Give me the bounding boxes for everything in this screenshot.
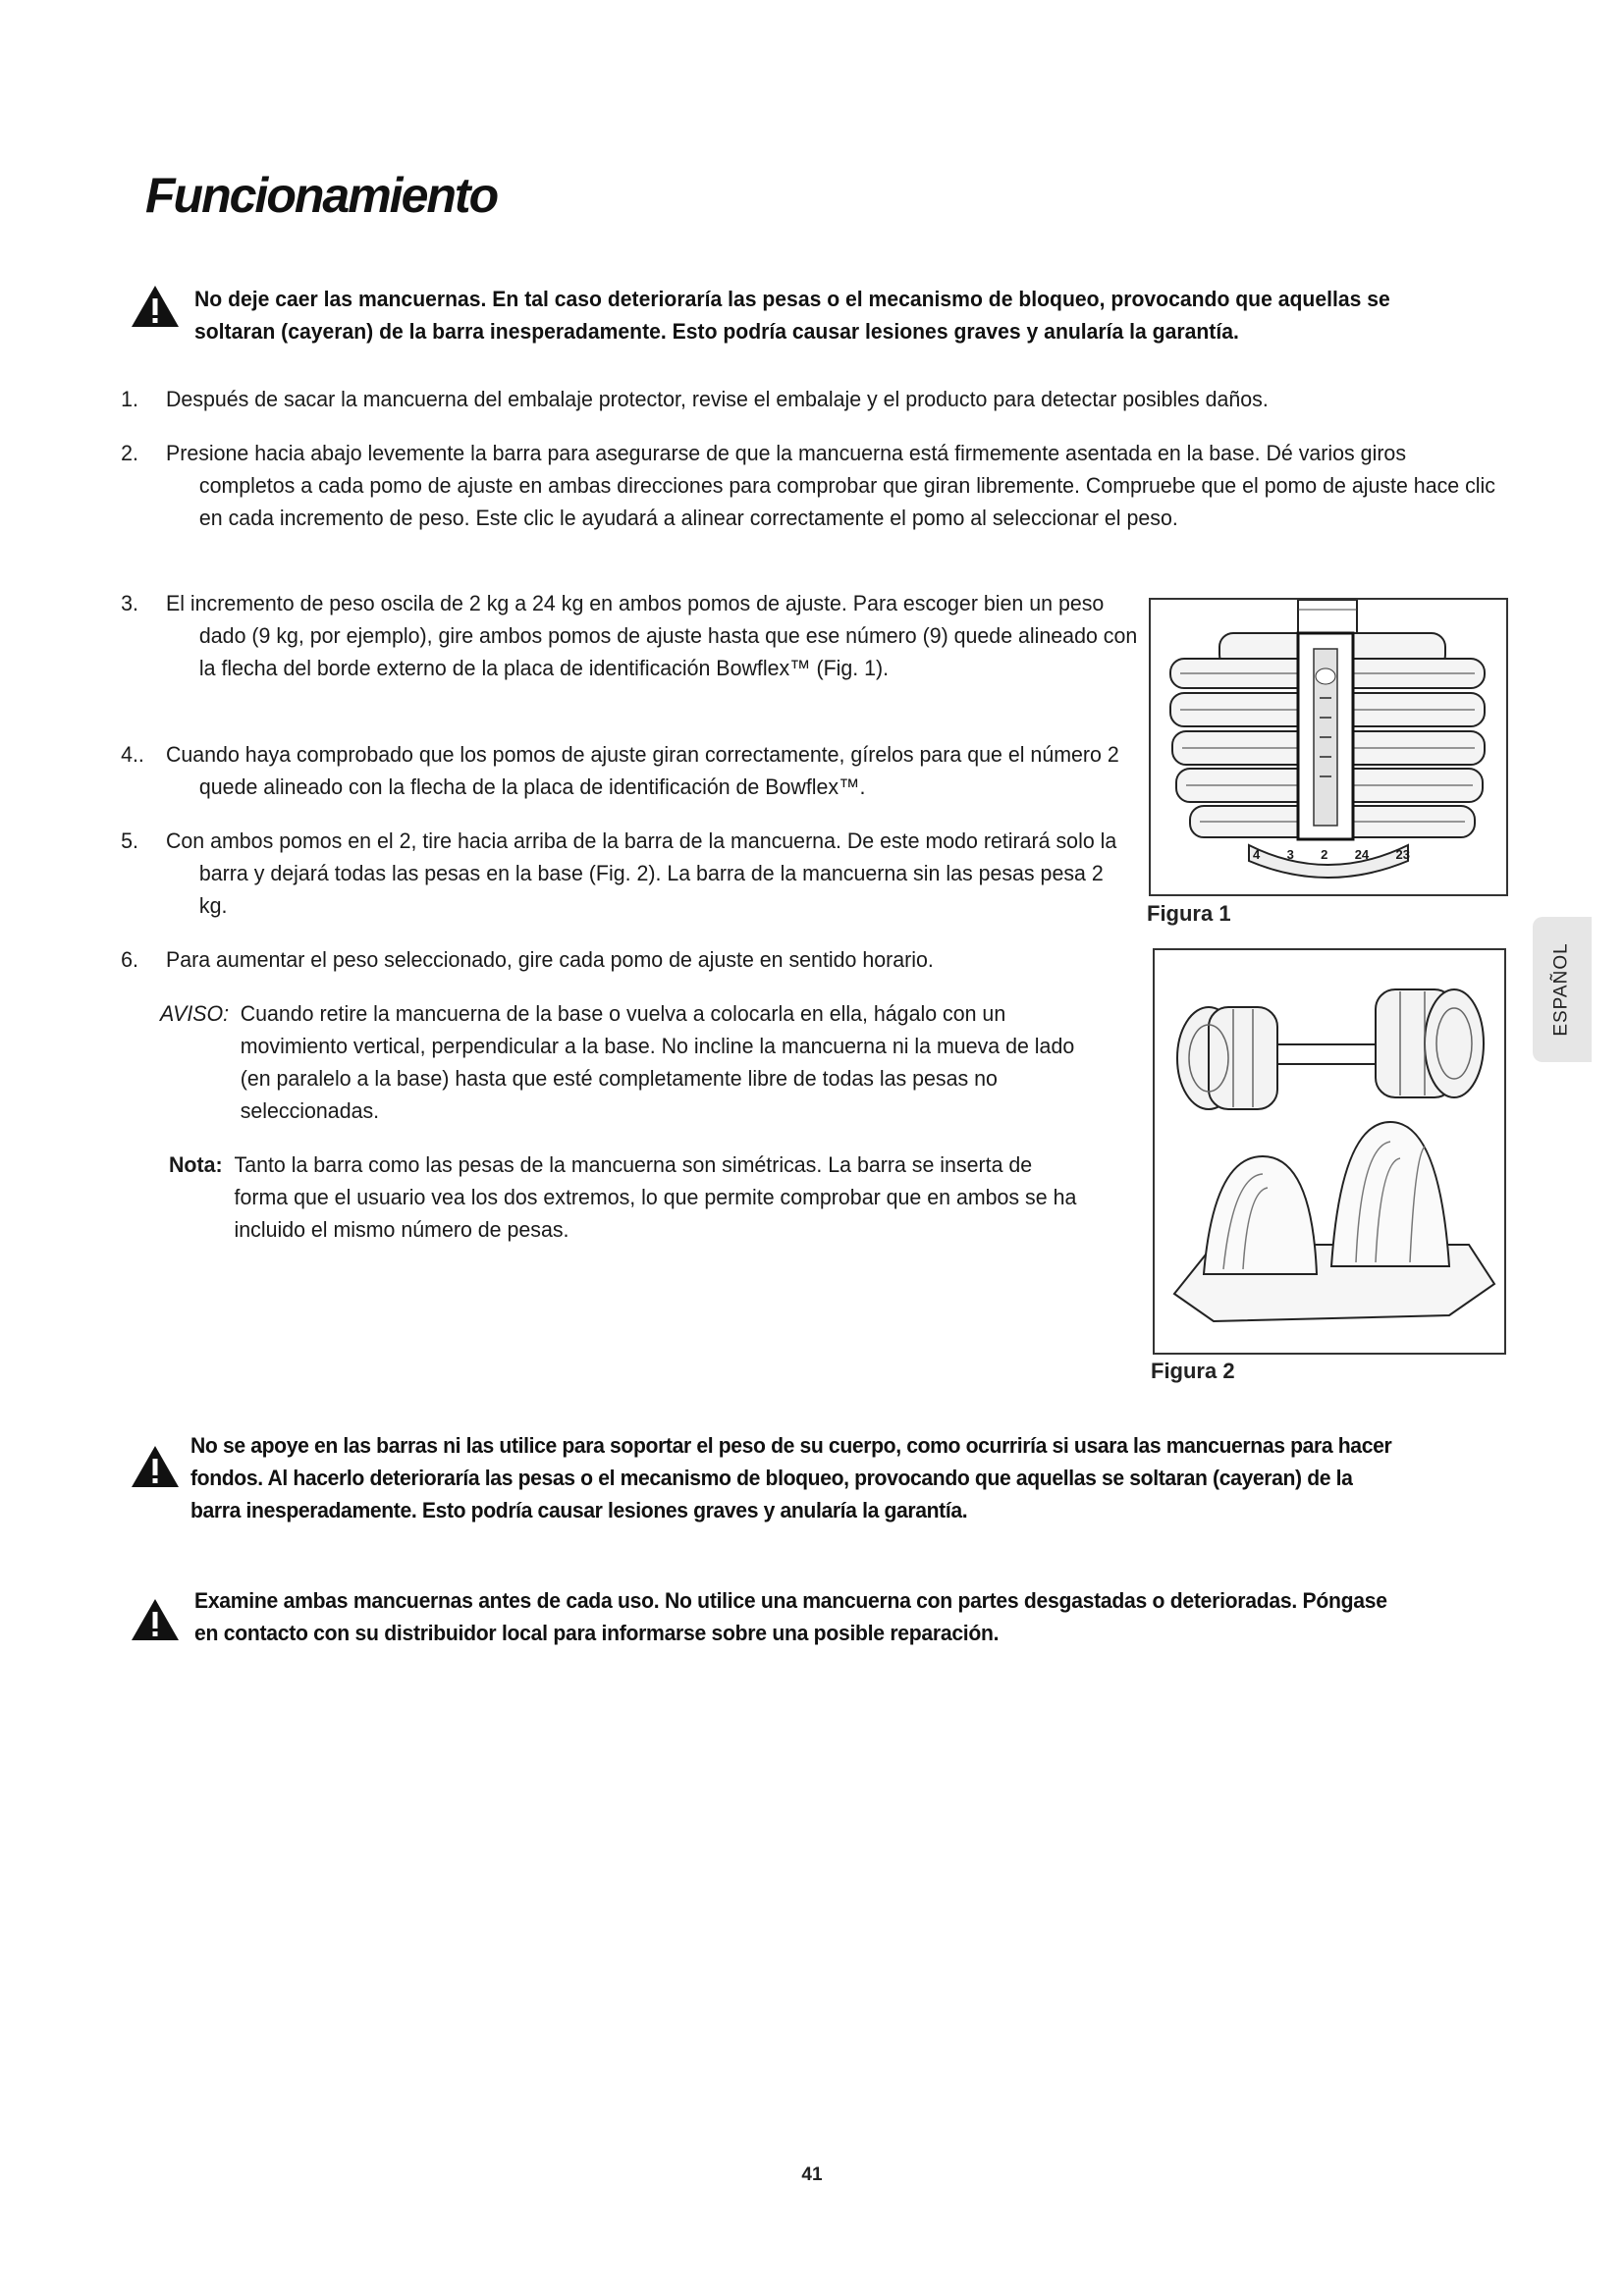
step-1: 1. Después de sacar la mancuerna del embalaje protector, revise el embalaje y el producto para detectar posibles daños. (121, 387, 1269, 411)
warning-top-text: No deje caer las mancuernas. En tal caso deterioraría las pesas o el mecanismo de bloqueo, provocando que aquellas se soltaran (cayeran) de la barra inesperadamente. Esto podría causar lesiones graves y anularía la garantía. (194, 287, 1390, 344)
dial-number: 24 (1354, 847, 1370, 862)
figure-1-caption: Figura 1 (1147, 901, 1231, 926)
warning-icon (130, 1596, 181, 1643)
figure-1-image (1149, 598, 1508, 896)
language-tab-label: ESPAÑOL (1551, 942, 1573, 1037)
step-text: Cuando haya comprobado que los pomos de ajuste giran correctamente, gírelos para que el número 2 quede alineado con la flecha de la placa de identificación de Bowflex™. (165, 742, 1119, 799)
nota-label: Nota: (169, 1152, 223, 1177)
dial-number: 4 (1253, 847, 1261, 862)
step-text: Después de sacar la mancuerna del embalaje protector, revise el embalaje y el producto para detectar posibles daños. (165, 387, 1269, 411)
figure-2-image (1153, 948, 1506, 1355)
step-text: Presione hacia abajo levemente la barra para asegurarse de que la mancuerna está firmemente asentada en la base. Dé varios giros completos a cada pomo de ajuste en ambas direcciones para comprobar que giran libremente. Compruebe que el pomo de ajuste hace clic en cada incremento de peso. Este clic le ayudará a alinear correctamente el pomo al seleccionar el peso. (165, 441, 1495, 530)
warning-bottom-text: Examine ambas mancuernas antes de cada uso. No utilice una mancuerna con partes desgastadas o deterioradas. Póngase en contacto con su distribuidor local para informarse sobre una posible reparación. (194, 1588, 1387, 1645)
nota-note (169, 1148, 1102, 1246)
step-text: Para aumentar el peso seleccionado, gire cada pomo de ajuste en sentido horario. (165, 947, 934, 972)
dumbbell-and-base-illustration (1155, 950, 1504, 1353)
step-text: El incremento de peso oscila de 2 kg a 24 kg en ambos pomos de ajuste. Para escoger bien un peso dado (9 kg, por ejemplo), gire ambos pomos de ajuste hasta que ese número (9) quede alineado con la flecha del borde externo de la placa de identificación Bowflex™ (Fig. 1). (165, 591, 1138, 680)
dial-number: 3 (1286, 847, 1294, 862)
nota-text: Tanto la barra como las pesas de la mancuerna son simétricas. La barra se inserta de forma que el usuario vea los dos extremos, lo que permite comprobar que en ambos se ha incluido el mismo número de pesas. (234, 1152, 1077, 1242)
step-6: 6. Para aumentar el peso seleccionado, gire cada pomo de ajuste en sentido horario. (121, 947, 934, 972)
step-4: 4.. Cuando haya comprobado que los pomos de ajuste giran correctamente, gírelos para que el número 2 quede alineado con la flecha de la placa de identificación de Bowflex™. (121, 742, 1119, 799)
warning-bottom (130, 1584, 1485, 1649)
step-5: 5. Con ambos pomos en el 2, tire hacia arriba de la barra de la mancuerna. De este modo retirará solo la barra y dejará todas las pesas en la base (Fig. 2). La barra de la mancuerna sin las pesas pesa 2 kg. (121, 828, 1117, 918)
language-tab (1533, 917, 1592, 1062)
warning-icon (130, 1443, 181, 1490)
dial-number-row (1253, 847, 1410, 862)
warning-top (130, 283, 1485, 347)
warning-icon (130, 283, 181, 330)
dial-number: 2 (1321, 847, 1328, 862)
aviso-label: AVISO: (160, 1001, 230, 1026)
step-3: 3. El incremento de peso oscila de 2 kg a 24 kg en ambos pomos de ajuste. Para escoger bien un peso dado (9 kg, por ejemplo), gire ambos pomos de ajuste hasta que ese número (9) quede alineado con la flecha del borde externo de la placa de identificación Bowflex™ (Fig. 1). (121, 591, 1138, 680)
dial-number: 23 (1395, 847, 1410, 862)
aviso-note (160, 997, 1093, 1127)
figure-2-caption: Figura 2 (1151, 1359, 1235, 1383)
step-2: 2. Presione hacia abajo levemente la barra para asegurarse de que la mancuerna está firmemente asentada en la base. Dé varios giros completos a cada pomo de ajuste en ambas direcciones para comprobar que giran libremente. Compruebe que el pomo de ajuste hace clic en cada incremento de peso. Este clic le ayudará a alinear correctamente el pomo al seleccionar el peso. (121, 441, 1495, 530)
warning-middle (130, 1429, 1485, 1526)
step-text: Con ambos pomos en el 2, tire hacia arriba de la barra de la mancuerna. De este modo retirará solo la barra y dejará todas las pesas en la base (Fig. 2). La barra de la mancuerna sin las pesas pesa 2 kg. (165, 828, 1117, 918)
aviso-text: Cuando retire la mancuerna de la base o vuelva a colocarla en ella, hágalo con un movimiento vertical, perpendicular a la base. No incline la mancuerna ni la mueva de lado (en paralelo a la base) hasta que esté completamente libre de todas las pesas no seleccionadas. (240, 1001, 1075, 1123)
page-title: Funcionamiento (145, 168, 498, 223)
page-number: 41 (801, 2164, 823, 2185)
warning-middle-text: No se apoye en las barras ni las utilice para soportar el peso de su cuerpo, como ocurriría si usara las mancuernas para hacer fondos. Al hacerlo deterioraría las pesas o el mecanismo de bloqueo, provocando que aquellas se soltaran (cayeran) de la barra inesperadamente. Esto podría causar lesiones graves y anularía la garantía. (190, 1433, 1392, 1522)
